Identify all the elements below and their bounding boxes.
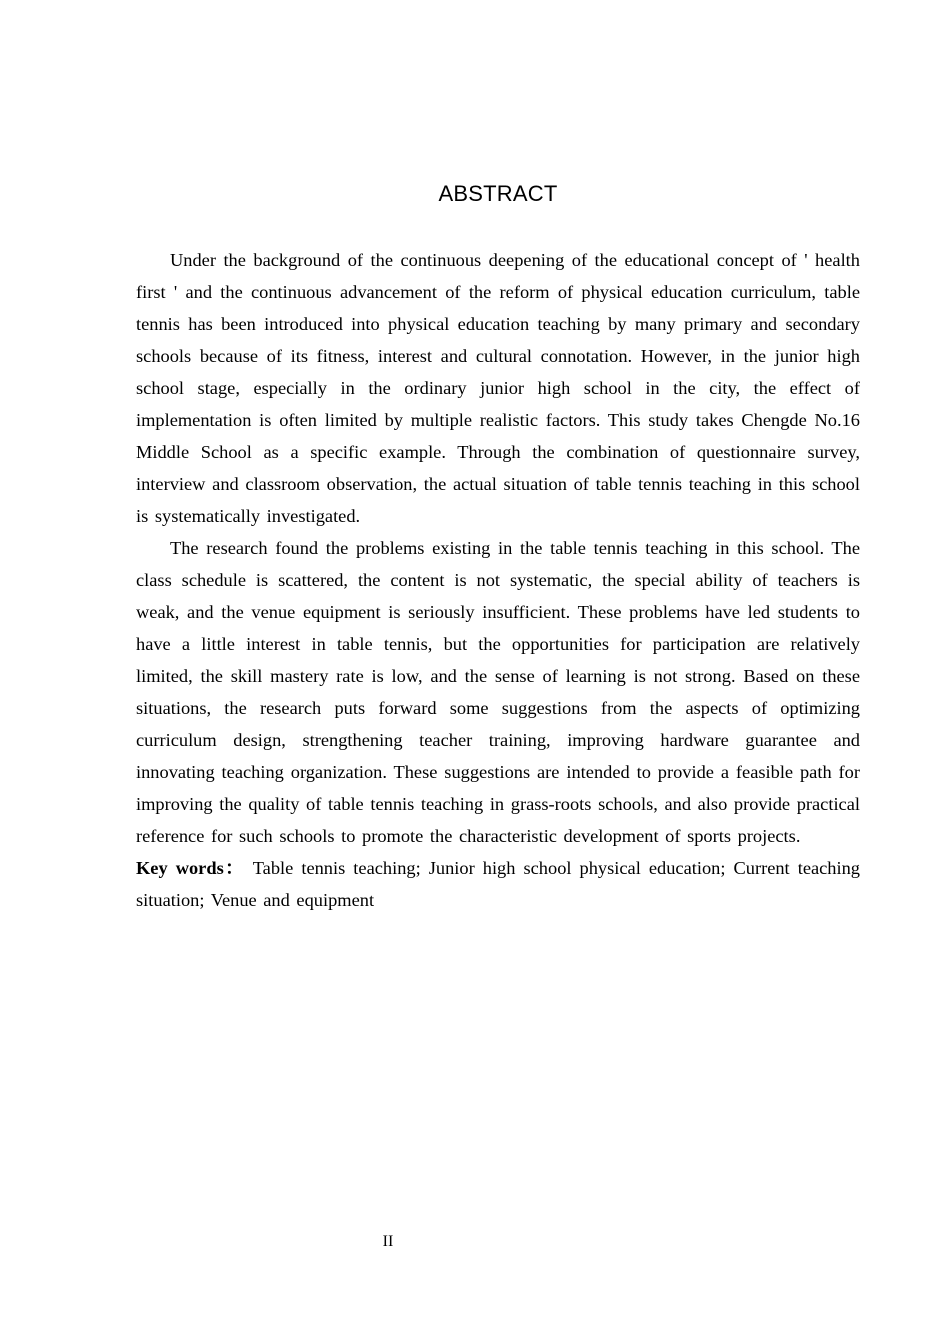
abstract-title-text: ABSTRACT <box>438 181 558 206</box>
keywords-label: Key words： <box>136 858 245 878</box>
abstract-paragraph-1: Under the background of the continuous deepening of the educational concept of ' health first ' and the continuous advancement of the reform of physical education curriculum, table tennis has been introduced into physical education teaching by many primary and secondary schools because of its fitness, interest and cultural connotation. However, in the junior high school stage, especially in the ordinary junior high school in the city, the effect of implementation is often limited by multiple realistic factors. This study takes Chengde No.16 Middle School as a specific example. Through the combination of questionnaire survey, interview and classroom observation, the actual situation of table tennis teaching in this school is systematically investigated. <box>136 250 860 526</box>
keywords-text: Table tennis teaching; Junior high school physical education; Current teaching situation; Venue and equipment <box>136 858 860 910</box>
abstract-title <box>136 178 860 210</box>
abstract-body <box>136 244 860 916</box>
page-number: II <box>382 1233 394 1250</box>
abstract-paragraph-2: The research found the problems existing in the table tennis teaching in this school. The class schedule is scattered, the content is not systematic, the special ability of teachers is weak, and the venue equipment is seriously insufficient. These problems have led students to have a little interest in table tennis, but the opportunities for participation are relatively limited, the skill mastery rate is low, and the sense of learning is not strong. Based on these situations, the research puts forward some suggestions from the aspects of optimizing curriculum design, strengthening teacher training, improving hardware guarantee and innovating teaching organization. These suggestions are intended to provide a feasible path for improving the quality of table tennis teaching in grass-roots schools, and also provide practical reference for such schools to promote the characteristic development of sports projects. <box>136 538 860 846</box>
keywords-line <box>136 852 860 916</box>
